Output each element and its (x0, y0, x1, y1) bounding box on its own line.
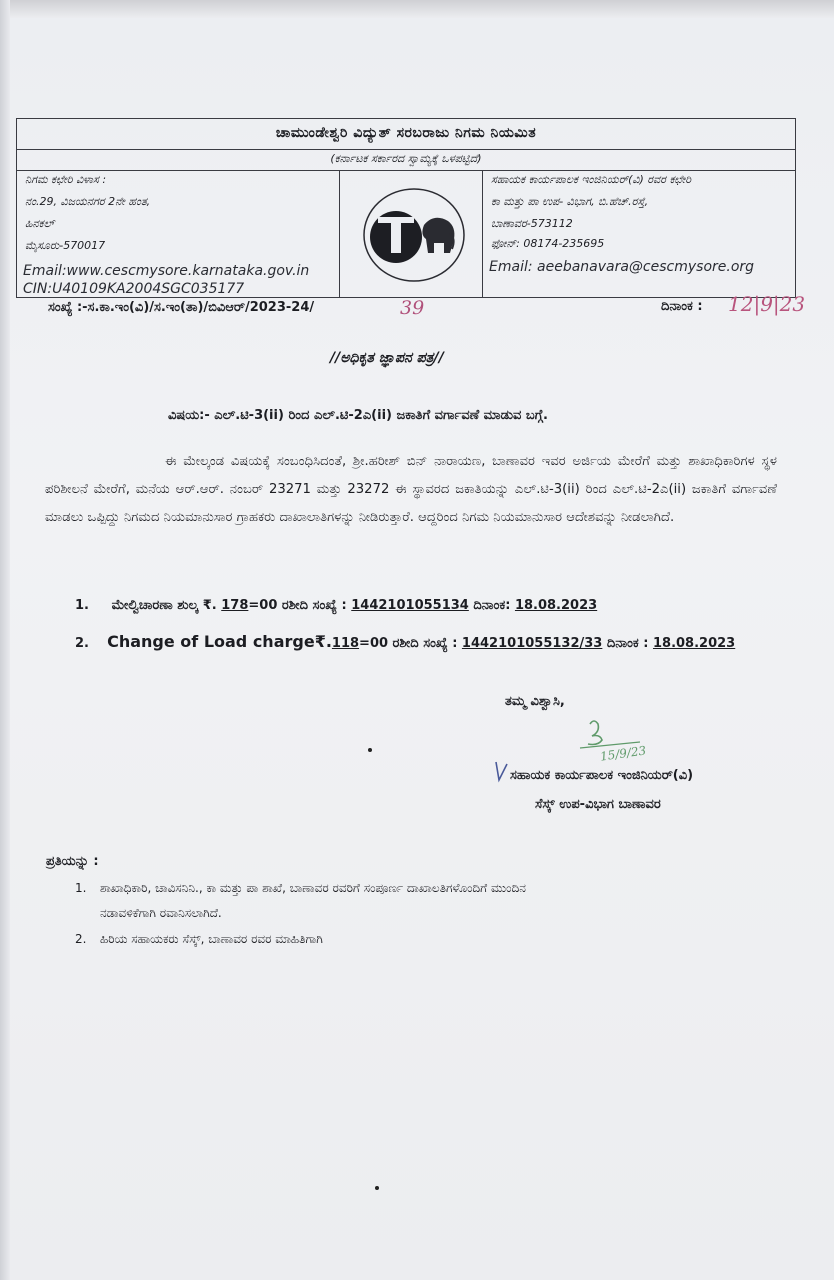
item-amount: 178 (221, 598, 249, 613)
handwritten-date: 12|9|23 (728, 292, 806, 316)
scan-speck (375, 1186, 379, 1190)
address-line: ನಿಗಮ ಕಛೇರಿ ವಿಳಾಸ : (25, 173, 107, 186)
copy-item-1-line1: ಶಾಖಾಧಿಕಾರಿ, ಚಾವಿಸನಿನಿ., ಕಾ ಮತ್ತು ಪಾ ಶಾಖೆ, ಬಾಣಾವರ ರವರಿಗೆ ಸಂಪೂರ್ಣ ದಾಖಾಲತಿಗಳೊಂದಿಗೆ ಮುಂದಿನ (100, 881, 526, 895)
copy-item-1-line2: ನಡಾವಳಿಕೆಗಾಗಿ ರವಾನಿಸಲಾಗಿದೆ. (100, 906, 222, 920)
item-date-label: ದಿನಾಂಕ: (473, 598, 511, 613)
copy-item-1-number: 1. (75, 881, 87, 895)
receipt-number: 1442101055134 (351, 598, 469, 613)
company-name: ಚಾಮುಂಡೇಶ್ವರಿ ವಿದ್ಯುತ್ ಸರಬರಾಜು ನಿಗಮ ನಿಯಮಿತ (275, 125, 537, 141)
item-date: 18.08.2023 (652, 636, 736, 651)
item-date: 18.08.2023 (514, 598, 598, 613)
body-text: ಈ ಮೇಲ್ಕಂಡ ವಿಷಯಕ್ಕೆ ಸಂಬಂಧಿಸಿದಂತೆ, ಶ್ರೀ.ಹರೀಶ್ ಬಿನ್ ನಾರಾಯಣ, ಬಾಣಾವರ ಇವರ ಅರ್ಜಿಯ ಮೇರೆಗೆ ಮತ್ತು ಶಾಖಾಧಿಕಾರಿಗಳ ಸ್ಥಳ ಪರಿಶೀಲನೆ ಮೇರೆಗೆ, ಮನೆಯ ಆರ್.ಆರ್. ನಂಬರ್ 23271 ಮತ್ತು 23272 ಈ ಸ್ಥಾವರದ ಜಕಾತಿಯನ್ನು ಎಲ್.ಟಿ-3(ii) ರಿಂದ ಎಲ್.ಟಿ-2ಎ(ii) ಜಕಾತಿಗೆ ವರ್ಗಾವಣೆ ಮಾಡಲು ಒಪ್ಪಿದ್ದು ನಿಗಮದ ನಿಯಮಾನುಸಾರ ಗ್ರಾಹಕರು ದಾಖಾಲಾತಿಗಳನ್ನು ನೀಡಿರುತ್ತಾರೆ. ಆದ್ದರಿಂದ ನಿಗಮ ನಿಯಮಾನುಸಾರ ಆದೇಶವನ್ನು ನೀಡಲಾಗಿದೆ. (45, 454, 777, 525)
list-item-2 (75, 632, 735, 651)
logo-block (340, 171, 483, 297)
body-paragraph (45, 448, 777, 532)
signature-tick-mark (492, 760, 512, 788)
list-item-1 (75, 598, 597, 613)
copy-item-2-number: 2. (75, 932, 87, 946)
cin-number: CIN:U40109KA2004SGC035177 (23, 281, 245, 297)
handwritten-reference-number: 39 (400, 297, 425, 319)
document-title: //ಅಧಿಕೃತ ಜ್ಞಾಪನ ಪತ್ರ// (330, 350, 444, 366)
address-line: ಹಿನಕಲ್ (25, 217, 55, 230)
item-label: Change of Load charge₹. (107, 632, 332, 651)
office-line: ಕಾ ಮತ್ತು ಪಾ ಉಪ- ವಿಭಾಗ, ಬಿ.ಹೆಚ್.ರಸ್ತೆ, (491, 195, 649, 208)
page-left-edge (0, 0, 10, 1280)
item-number: 2. (75, 636, 89, 651)
date-label: ದಿನಾಂಕ : (661, 299, 703, 314)
address-line: ಮೈಸೂರು-570017 (25, 239, 106, 252)
item-amount: 118 (331, 636, 360, 651)
copy-to-label: ಪ್ರತಿಯನ್ನು : (46, 854, 99, 869)
signature-date: 15/9/23 (599, 743, 647, 764)
office-phone: ಫೋನ್: 08174-235695 (491, 237, 605, 250)
item-amount-suffix: =00 ರಶೀದಿ ಸಂಖ್ಯೆ : (359, 636, 458, 651)
cesc-logo (358, 177, 470, 289)
corporate-email: Email:www.cescmysore.karnataka.gov.in (23, 263, 310, 279)
corporate-address-block (17, 171, 340, 297)
reference-number: ಸಂಖ್ಯೆ :-ಸ.ಕಾ.ಇಂ(ವಿ)/ಸ.ಇಂ(ತಾ)/ಬಿವಿಆರ್/2023-24/ (48, 300, 315, 315)
address-line: ನಂ.29, ವಿಜಯನಗರ 2ನೇ ಹಂತ, (25, 195, 151, 208)
signatory-designation: ಸಹಾಯಕ ಕಾರ್ಯಪಾಲಕ ಇಂಜಿನಿಯರ್(ವಿ) (510, 768, 694, 783)
letterhead-subtitle-row (17, 150, 795, 171)
copy-item-2-line1: ಹಿರಿಯ ಸಹಾಯಕರು ಸೆಸ್ಕ್, ಬಾಣಾವರ ರವರ ಮಾಹಿತಿಗಾಗಿ (100, 932, 323, 946)
company-subtitle: (ಕರ್ನಾಟಕ ಸರ್ಕಾರದ ಸ್ವಾಮ್ಯಕ್ಕೆ ಒಳಪಟ್ಟಿದೆ) (330, 152, 482, 165)
subject-line: ವಿಷಯ:- ಎಲ್.ಟಿ-3(ii) ರಿಂದ ಎಲ್.ಟಿ-2ಎ(ii) ಜಕಾತಿಗೆ ವರ್ಗಾವಣೆ ಮಾಡುವ ಬಗ್ಗೆ. (168, 408, 548, 423)
office-address-block (483, 171, 795, 297)
receipt-number: 1442101055132/33 (461, 636, 603, 651)
scan-speck (368, 748, 372, 752)
closing-text: ತಮ್ಮ ವಿಶ್ವಾಸಿ, (505, 694, 565, 709)
office-line: ಬಾಣಾವರ-573112 (491, 217, 573, 230)
item-amount-suffix: =00 ರಶೀದಿ ಸಂಖ್ಯೆ : (248, 598, 347, 613)
office-line: ಸಹಾಯಕ ಕಾರ್ಯಪಾಲಕ ಇಂಜಿನಿಯರ್(ವಿ) ರವರ ಕಛೇರಿ (491, 173, 692, 186)
page-top-edge (0, 0, 834, 18)
letterhead-title-row (17, 119, 795, 150)
item-number: 1. (75, 598, 89, 613)
item-date-label: ದಿನಾಂಕ : (606, 636, 649, 651)
letterhead (16, 118, 796, 298)
office-email: Email: aeebanavara@cescmysore.org (489, 259, 755, 275)
item-label: ಮೇಲ್ವಿಚಾರಣಾ ಶುಲ್ಕ ₹. (111, 598, 217, 613)
signatory-office: ಸೆಸ್ಕ್ ಉಪ-ವಿಭಾಗ ಬಾಣಾವರ (535, 797, 661, 812)
